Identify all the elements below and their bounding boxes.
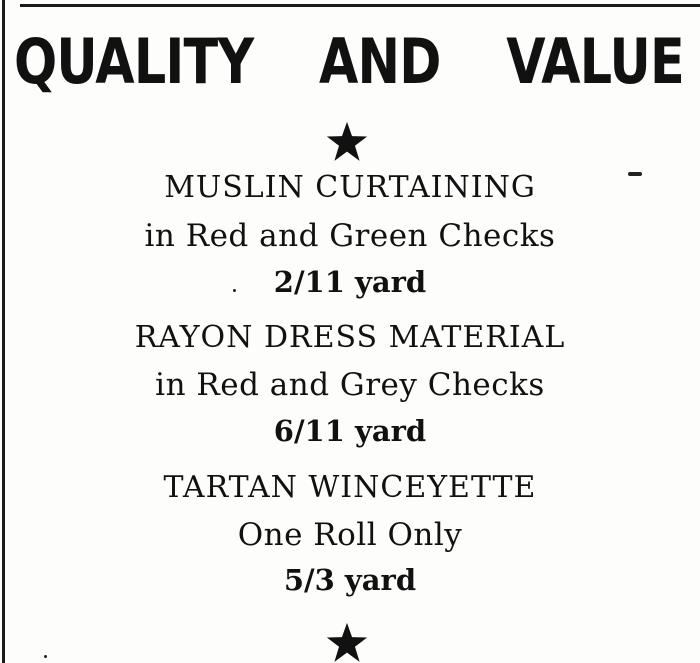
headline — [14, 22, 684, 102]
item-price-rayon: 6/11 yard — [273, 414, 427, 448]
item-description-muslin: in Red and Green Checks — [144, 218, 556, 254]
item-price-tartan: 5/3 yard — [283, 563, 417, 597]
star-icon — [326, 121, 368, 163]
ink-speck — [233, 289, 236, 292]
headline-word-quality: QUALITY — [14, 25, 254, 98]
item-price-muslin: 2/11 yard — [273, 265, 427, 299]
item-name-tartan: TARTAN WINCEYETTE — [163, 470, 537, 505]
item-description-tartan: One Roll Only — [237, 517, 463, 553]
star-icon — [326, 622, 368, 663]
item-description-rayon: in Red and Grey Checks — [155, 367, 545, 403]
top-border-rule — [20, 4, 700, 7]
headline-word-and: AND — [318, 25, 441, 98]
headline-word-value: VALUE — [506, 25, 684, 98]
ink-speck — [628, 172, 642, 176]
item-name-rayon: RAYON DRESS MATERIAL — [134, 320, 566, 355]
ink-speck — [44, 655, 47, 658]
item-name-muslin: MUSLIN CURTAINING — [164, 170, 536, 205]
